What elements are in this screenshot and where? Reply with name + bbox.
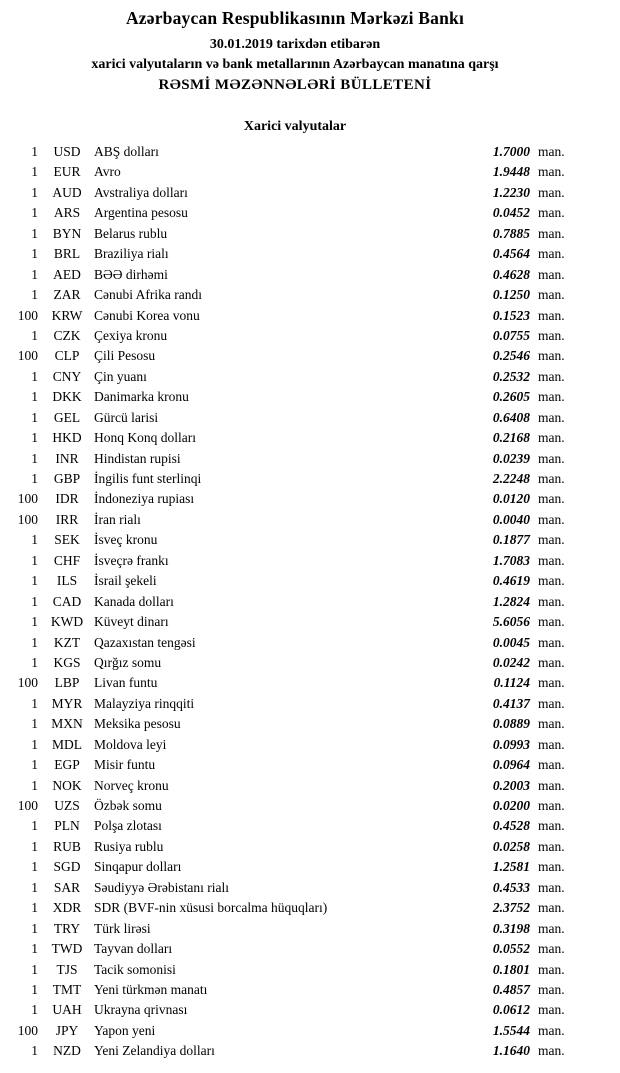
currency-name-cell: Hindistan rupisi [94,450,181,466]
currency-code-cell: JPY [55,1022,79,1038]
rate-cell: 0.4628 [492,266,530,282]
rate-cell: 1.5544 [492,1022,530,1038]
quantity-cell: 1 [31,532,38,548]
quantity-cell: 100 [17,798,38,813]
unit-cell: man. [538,409,565,425]
table-row [10,816,580,836]
rate-cell: 1.9448 [492,164,530,180]
rate-cell: 0.0993 [492,736,530,752]
table-row [10,755,580,775]
currency-name-cell: Yeni Zelandiya dolları [94,1043,215,1059]
unit-cell: man. [538,838,565,854]
currency-name-cell: Küveyt dinarı [94,614,169,630]
rate-cell: 0.1250 [492,287,530,303]
table-row [10,489,580,509]
table-row [10,285,580,305]
currency-name-cell: Misir funtu [94,757,156,773]
table-row [10,224,580,244]
table-row [10,633,580,653]
unit-cell: man. [538,614,565,630]
currency-name-cell: Polşa zlotası [94,818,162,834]
unit-cell: man. [538,205,565,221]
unit-cell: man. [538,144,565,159]
rate-cell: 0.0040 [492,511,530,527]
currency-name-cell: İngilis funt sterlinqi [94,471,202,486]
currency-code-cell: HKD [52,430,82,446]
rate-cell: 0.2546 [492,348,530,364]
quantity-cell: 1 [31,409,38,425]
rate-cell: 0.0889 [492,716,530,732]
table-row [10,387,580,407]
unit-cell: man. [538,675,565,691]
effective-date: 30.01.2019 tarixdən etibarən [209,37,381,52]
rate-cell: 1.2581 [492,859,530,875]
currency-code-cell: ZAR [53,287,81,303]
currency-name-cell: Gürcü larisi [94,409,159,425]
unit-cell: man. [538,1022,565,1038]
currency-name-cell: Argentina pesosu [94,205,188,221]
table-row [10,694,580,714]
currency-code-cell: CNY [52,368,82,384]
currency-name-cell: Belarus rublu [94,225,168,241]
unit-cell: man. [538,389,565,405]
quantity-cell: 1 [31,450,38,466]
table-row [10,878,580,898]
quantity-cell: 1 [31,593,38,609]
unit-cell: man. [538,920,565,936]
currency-name-cell: Danimarka kronu [94,389,189,405]
currency-code-cell: NOK [52,777,82,793]
quantity-cell: 1 [31,368,38,384]
quantity-cell: 1 [31,757,38,773]
bank-title: Azərbaycan Respublikasının Mərkəzi Bankı [125,8,465,28]
unit-cell: man. [538,961,565,977]
quantity-cell: 100 [17,307,38,323]
unit-cell: man. [538,879,565,895]
currency-name-cell: Rusiya rublu [94,838,164,854]
currency-name-cell: Kanada dolları [94,593,174,609]
currency-code-cell: CHF [53,552,81,568]
table-row [10,796,580,816]
rate-cell: 1.1640 [492,1043,530,1059]
unit-cell: man. [538,327,565,343]
currency-code-cell: BYN [52,225,82,241]
rate-cell: 0.0120 [492,491,530,507]
table-row [10,714,580,734]
quantity-cell: 1 [31,471,38,486]
currency-name-cell: Səudiyyə Ərəbistanı rialı [94,879,229,895]
quantity-cell: 1 [31,900,38,916]
unit-cell: man. [538,695,565,711]
currency-name-cell: Tacik somonisi [94,961,176,977]
unit-cell: man. [538,450,565,466]
table-row [10,919,580,939]
rate-cell: 0.1124 [493,675,530,691]
currency-code-cell: XDR [52,900,82,916]
table-row [10,265,580,285]
table-row [10,571,580,591]
currency-name-cell: Malayziya rinqqiti [94,695,195,711]
quantity-cell: 1 [31,552,38,568]
rate-cell: 1.7000 [492,144,530,159]
currency-name-cell: Çexiya kronu [94,327,168,343]
currency-code-cell: TJS [56,961,78,977]
unit-cell: man. [538,736,565,752]
rate-cell: 0.2168 [492,430,530,446]
table-row [10,408,580,428]
currency-name-cell: Çin yuanı [94,368,147,384]
currency-name-cell: Meksika pesosu [94,716,181,732]
rate-cell: 2.3752 [492,900,530,916]
quantity-cell: 1 [31,205,38,221]
currency-name-cell: Livan funtu [94,675,158,691]
currency-code-cell: AUD [52,184,82,200]
table-row [10,735,580,755]
currency-code-cell: EUR [53,164,81,180]
quantity-cell: 1 [31,184,38,200]
unit-cell: man. [538,859,565,875]
unit-cell: man. [538,900,565,916]
currency-code-cell: CLP [54,348,80,364]
table-row [10,551,580,571]
rate-cell: 0.0452 [492,205,530,221]
table-row [10,980,580,1000]
unit-cell: man. [538,532,565,548]
rate-cell: 0.0755 [492,327,530,343]
document-subtitle: xarici valyutaların və bank metallarının Azərbaycan manatına qarşı [91,57,499,72]
bulletin-heading: RƏSMİ MƏZƏNNƏLƏRİ BÜLLETENİ [158,77,432,93]
currency-code-cell: IRR [55,511,79,527]
table-row [10,428,580,448]
rate-cell: 0.0258 [492,838,530,854]
document-header [10,8,580,94]
rate-cell: 0.0045 [492,634,530,650]
rate-cell: 0.0239 [492,450,530,466]
table-row [10,960,580,980]
unit-cell: man. [538,1043,565,1059]
rate-cell: 0.0200 [492,798,530,813]
currency-code-cell: KGS [53,654,81,670]
currency-code-cell: NZD [53,1043,81,1059]
table-row [10,203,580,223]
currency-name-cell: Cənubi Afrika randı [94,287,202,303]
rate-cell: 0.4528 [492,818,530,834]
currency-code-cell: MDL [52,736,82,752]
currency-name-cell: Cənubi Korea vonu [94,307,200,323]
rate-cell: 0.4564 [492,246,530,262]
table-row [10,898,580,918]
quantity-cell: 1 [31,144,38,159]
currency-name-cell: İran rialı [94,511,141,527]
currency-code-cell: MXN [51,716,83,732]
quantity-cell: 1 [31,736,38,752]
currency-code-cell: CZK [53,327,81,343]
table-row [10,1000,580,1020]
currency-code-cell: UZS [54,798,80,813]
currency-code-cell: TWD [51,941,83,957]
table-row [10,244,580,264]
quantity-cell: 1 [31,716,38,732]
currency-code-cell: SGD [53,859,81,875]
currency-code-cell: LBP [54,675,80,691]
currency-code-cell: INR [55,450,79,466]
rate-cell: 0.1801 [492,961,530,977]
currency-name-cell: ABŞ dolları [94,144,159,159]
quantity-cell: 1 [31,1002,38,1018]
table-row [10,1021,580,1041]
currency-name-cell: Çili Pesosu [94,348,156,364]
rate-cell: 1.2824 [492,593,530,609]
table-row [10,592,580,612]
currency-code-cell: GEL [53,409,81,425]
currency-name-cell: Norveç kronu [94,777,169,793]
currency-name-cell: Yeni türkmən manatı [94,981,208,997]
table-row [10,612,580,632]
rate-cell: 2.2248 [492,471,530,486]
currency-code-cell: SEK [54,532,80,548]
quantity-cell: 1 [31,164,38,180]
quantity-cell: 1 [31,327,38,343]
rate-cell: 0.0964 [492,757,530,773]
quantity-cell: 100 [17,491,38,507]
quantity-cell: 100 [17,675,38,691]
currency-name-cell: İsveç kronu [94,532,158,548]
unit-cell: man. [538,798,565,813]
quantity-cell: 1 [31,430,38,446]
quantity-cell: 1 [31,654,38,670]
unit-cell: man. [538,716,565,732]
table-row [10,449,580,469]
currency-code-cell: KWD [50,614,84,630]
rate-cell: 0.4533 [492,879,530,895]
unit-cell: man. [538,471,565,486]
quantity-cell: 1 [31,818,38,834]
rate-cell: 0.1877 [492,532,530,548]
currency-code-cell: KZT [53,634,81,650]
currency-code-cell: SAR [53,879,81,895]
currency-name-cell: İsrail şekeli [94,573,157,589]
currency-code-cell: DKK [52,389,82,405]
unit-cell: man. [538,634,565,650]
rate-cell: 0.0612 [492,1002,530,1018]
rate-cell: 0.6408 [492,409,530,425]
unit-cell: man. [538,654,565,670]
table-row [10,162,580,182]
quantity-cell: 100 [17,348,38,364]
currency-code-cell: EGP [54,757,80,773]
rate-cell: 0.1523 [492,307,530,323]
unit-cell: man. [538,307,565,323]
unit-cell: man. [538,941,565,957]
table-row [10,142,580,162]
unit-cell: man. [538,981,565,997]
unit-cell: man. [538,777,565,793]
currency-name-cell: Sinqapur dolları [94,859,182,875]
quantity-cell: 1 [31,287,38,303]
rate-cell: 0.4137 [492,695,530,711]
table-row [10,367,580,387]
unit-cell: man. [538,368,565,384]
currency-code-cell: UAH [52,1002,82,1018]
currency-name-cell: Honq Konq dolları [94,430,196,446]
currency-name-cell: Qırğız somu [94,654,162,670]
unit-cell: man. [538,818,565,834]
currency-name-cell: Türk lirəsi [94,920,151,936]
currency-name-cell: Braziliya rialı [94,246,169,262]
unit-cell: man. [538,266,565,282]
unit-cell: man. [538,1002,565,1018]
table-row [10,469,580,489]
unit-cell: man. [538,593,565,609]
rate-cell: 0.0552 [492,941,530,957]
quantity-cell: 1 [31,879,38,895]
currency-code-cell: TMT [52,981,82,997]
table-row [10,326,580,346]
rate-cell: 1.2230 [492,184,530,200]
quantity-cell: 1 [31,225,38,241]
quantity-cell: 1 [31,389,38,405]
unit-cell: man. [538,246,565,262]
rate-cell: 1.7083 [492,552,530,568]
table-row [10,1041,580,1061]
currency-code-cell: BRL [53,246,81,262]
rates-table-body [10,142,580,1062]
table-row [10,857,580,877]
quantity-cell: 1 [31,838,38,854]
quantity-cell: 1 [31,1043,38,1059]
currency-name-cell: Tayvan dolları [94,941,173,957]
table-row [10,346,580,366]
table-row [10,939,580,959]
quantity-cell: 1 [31,859,38,875]
currency-name-cell: Özbək somu [94,798,162,813]
currency-name-cell: Yapon yeni [94,1022,156,1038]
currency-name-cell: Ukrayna qrivnası [94,1002,188,1018]
quantity-cell: 1 [31,266,38,282]
unit-cell: man. [538,164,565,180]
rate-cell: 0.0242 [492,654,530,670]
currency-code-cell: RUB [53,838,81,854]
quantity-cell: 1 [31,634,38,650]
table-row [10,510,580,530]
currency-code-cell: CAD [52,593,82,609]
currency-code-cell: PLN [54,818,80,834]
currency-name-cell: Qazaxıstan tengəsi [94,634,196,650]
currency-code-cell: TRY [53,920,81,936]
unit-cell: man. [538,757,565,773]
quantity-cell: 1 [31,777,38,793]
currency-name-cell: Avstraliya dolları [94,184,188,200]
unit-cell: man. [538,573,565,589]
currency-code-cell: IDR [55,491,79,507]
rate-cell: 0.2605 [492,389,530,405]
unit-cell: man. [538,348,565,364]
unit-cell: man. [538,184,565,200]
currency-code-cell: ARS [53,205,81,221]
rate-cell: 0.3198 [492,920,530,936]
table-row [10,306,580,326]
currency-code-cell: USD [53,144,81,159]
section-title-foreign-currencies: Xarici valyutalar [243,119,347,134]
currency-code-cell: ILS [56,573,78,589]
rate-cell: 5.6056 [492,614,530,630]
currency-code-cell: GBP [53,471,81,486]
rate-cell: 0.4619 [492,573,530,589]
table-row [10,837,580,857]
currency-name-cell: Moldova leyi [94,736,167,752]
quantity-cell: 1 [31,695,38,711]
quantity-cell: 1 [31,573,38,589]
currency-name-cell: İndoneziya rupiası [94,491,195,507]
currency-code-cell: AED [53,266,81,282]
currency-name-cell: Avro [94,164,121,180]
currency-code-cell: KRW [51,307,83,323]
quantity-cell: 1 [31,961,38,977]
rate-cell: 0.7885 [492,225,530,241]
quantity-cell: 100 [17,1022,38,1038]
currency-name-cell: BƏƏ dirhəmi [94,266,168,282]
quantity-cell: 100 [17,511,38,527]
quantity-cell: 1 [31,941,38,957]
unit-cell: man. [538,552,565,568]
table-row [10,776,580,796]
currency-code-cell: MYR [51,695,83,711]
rate-cell: 0.4857 [492,981,530,997]
table-row [10,673,580,693]
table-row [10,653,580,673]
table-row [10,530,580,550]
unit-cell: man. [538,511,565,527]
quantity-cell: 1 [31,920,38,936]
table-row [10,183,580,203]
unit-cell: man. [538,491,565,507]
rate-cell: 0.2003 [492,777,530,793]
quantity-cell: 1 [31,981,38,997]
unit-cell: man. [538,225,565,241]
unit-cell: man. [538,430,565,446]
currency-name-cell: SDR (BVF-nin xüsusi borcalma hüquqları) [94,900,328,916]
quantity-cell: 1 [31,246,38,262]
currency-name-cell: İsveçrə frankı [94,552,169,568]
rate-cell: 0.2532 [492,368,530,384]
unit-cell: man. [538,287,565,303]
quantity-cell: 1 [31,614,38,630]
